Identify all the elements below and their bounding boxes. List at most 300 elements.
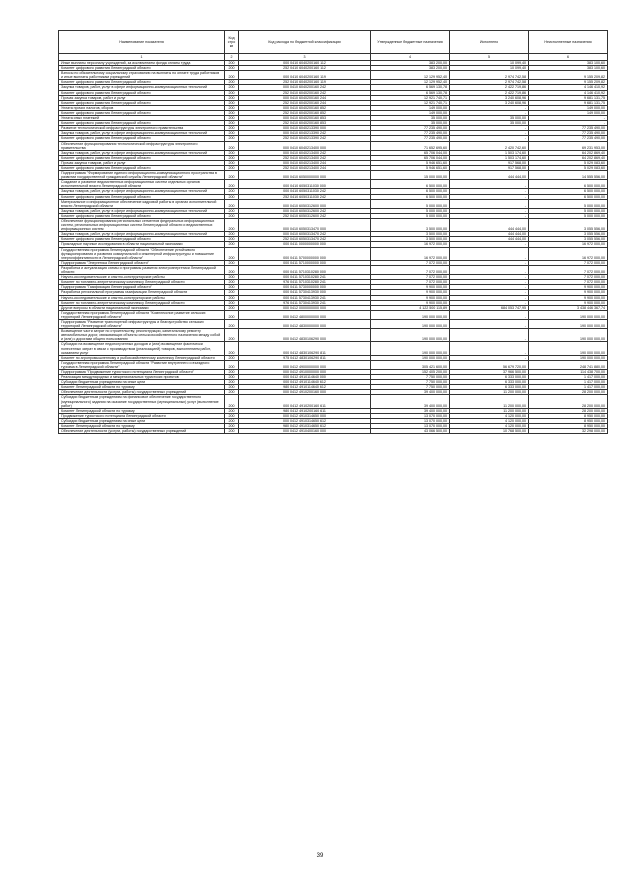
- row-executed: -: [450, 208, 529, 213]
- row-indicator-name: Комитет цифрового развития Ленинградской области: [59, 110, 225, 115]
- row-classification-code: 252 0410 6050313470 242: [239, 237, 371, 242]
- row-executed: 11 200 000,00: [450, 390, 529, 395]
- row-classification-code: 000 0412 4910400160 000: [239, 429, 371, 434]
- row-executed: -: [450, 265, 529, 274]
- row-executed: 2 422 719,86: [450, 85, 529, 90]
- row-indicator-name: Комитет цифрового развития Ленинградской области: [59, 136, 225, 141]
- row-approved: 6 500 000,00: [371, 194, 450, 199]
- row-executed: -: [450, 310, 529, 319]
- row-executed: 2 420 742,60: [450, 141, 529, 150]
- row-indicator-name: Уплата иных платежей: [59, 116, 225, 121]
- row-line-code: 200: [225, 319, 239, 328]
- table-row: [59, 247, 608, 260]
- row-classification-code: 000 0410 6040200160 852: [239, 105, 371, 110]
- row-line-code: 200: [225, 194, 239, 199]
- row-approved: 5 946 651,60: [371, 165, 450, 170]
- row-unexecuted: 383 100,60: [529, 66, 608, 71]
- row-unexecuted: 77 235 490,00: [529, 131, 608, 136]
- row-unexecuted: 8 950 000,00: [529, 413, 608, 418]
- table-row: [59, 171, 608, 180]
- row-classification-code: 000 0412 4900000000 000: [239, 360, 371, 369]
- row-approved: 13 070 000,00: [371, 424, 450, 429]
- row-approved: 6 569 130,78: [371, 90, 450, 95]
- row-unexecuted: 5 000 000,00: [529, 213, 608, 218]
- row-executed: 6 333 000,00: [450, 375, 529, 380]
- header-executed: Исполнено: [450, 31, 529, 54]
- row-line-code: 200: [225, 290, 239, 295]
- budget-report-sheet: [58, 30, 607, 434]
- row-line-code: 200: [225, 126, 239, 131]
- row-line-code: 200: [225, 310, 239, 319]
- row-approved: 9 900 000,00: [371, 285, 450, 290]
- row-line-code: 200: [225, 61, 239, 66]
- row-indicator-name: Комитет по топливно-энергетическому комплексу Ленинградской области: [59, 280, 225, 285]
- row-executed: -: [450, 295, 529, 300]
- row-executed: -: [450, 131, 529, 136]
- column-number: 6: [529, 54, 608, 61]
- row-classification-code: 252 0410 6040200160 853: [239, 121, 371, 126]
- table-row: [59, 199, 608, 208]
- row-executed: 444 444,00: [450, 237, 529, 242]
- row-indicator-name: Научно-исследовательские и опытно-конструкторские работы: [59, 275, 225, 280]
- row-line-code: 200: [225, 242, 239, 247]
- row-unexecuted: -: [529, 121, 608, 126]
- row-line-code: 200: [225, 219, 239, 232]
- row-indicator-name: Обеспечение функционирования технологической инфраструктуры электронного правительства: [59, 141, 225, 150]
- row-line-code: 200: [225, 247, 239, 260]
- row-classification-code: 000 0412 4910314650 612: [239, 418, 371, 423]
- row-classification-code: 000 0411 5710310280 241: [239, 275, 371, 280]
- row-indicator-name: Закупка товаров, работ, услуг в сфере информационно-коммуникационных технологий: [59, 208, 225, 213]
- row-classification-code: 000 0410 6050312600 242: [239, 208, 371, 213]
- row-line-code: 200: [225, 189, 239, 194]
- row-unexecuted: 69 231 953,00: [529, 141, 608, 150]
- row-unexecuted: 1 417 000,00: [529, 385, 608, 390]
- row-unexecuted: 9 155 209,82: [529, 71, 608, 80]
- row-classification-code: 000 0410 6040200160 112: [239, 61, 371, 66]
- row-indicator-name: Комитет цифрового развития Ленинградской области: [59, 100, 225, 105]
- row-indicator-name: Субсидии бюджетным учреждениям на финансовое обеспечение государственного (муниципального) задания на оказание государственных (муниципальных) услуг (выполнение работ): [59, 395, 225, 408]
- row-classification-code: 980 0412 4910114640 612: [239, 385, 371, 390]
- row-indicator-name: Реализация международных и межрегиональных туристских проектов: [59, 375, 225, 380]
- row-executed: -: [450, 300, 529, 305]
- row-indicator-name: Государственная программа Ленинградской области "Обеспечение устойчивого функционирования и развития коммунальной и инженерной инфраструктуры и повышение энергоэффективности в Ленинградской области": [59, 247, 225, 260]
- row-unexecuted: 190 000 000,00: [529, 310, 608, 319]
- row-classification-code: 000 0412 4830106290 811: [239, 342, 371, 355]
- row-executed: -: [450, 242, 529, 247]
- row-executed: -: [450, 247, 529, 260]
- row-unexecuted: 28 200 000,00: [529, 408, 608, 413]
- row-classification-code: 000 0411 0000000000 000: [239, 242, 371, 247]
- row-line-code: 200: [225, 160, 239, 165]
- row-unexecuted: 9 681 131,75: [529, 95, 608, 100]
- row-line-code: 200: [225, 213, 239, 218]
- row-executed: -: [450, 189, 529, 194]
- row-unexecuted: -: [529, 116, 608, 121]
- row-approved: 7 750 000,00: [371, 375, 450, 380]
- row-indicator-name: Закупка товаров, работ, услуг в сфере информационно-коммуникационных технологий: [59, 150, 225, 155]
- row-line-code: 200: [225, 150, 239, 155]
- row-line-code: 200: [225, 265, 239, 274]
- row-line-code: 200: [225, 280, 239, 285]
- row-line-code: 200: [225, 171, 239, 180]
- row-classification-code: 252 0410 6050312600 242: [239, 213, 371, 218]
- row-line-code: 200: [225, 370, 239, 375]
- row-unexecuted: 4 146 410,92: [529, 85, 608, 90]
- row-line-code: 200: [225, 395, 239, 408]
- row-approved: 190 000 000,00: [371, 329, 450, 342]
- row-indicator-name: Обеспечение функционирования региональных сегментов федеральных информационных систем, региональных информационных систем Ленинградской области и ведомственных информационных систем: [59, 219, 225, 232]
- header-approved: Утвержденные бюджетные назначения: [371, 31, 450, 54]
- row-line-code: 200: [225, 208, 239, 213]
- row-unexecuted: 6 500 000,00: [529, 194, 608, 199]
- row-approved: 16 972 000,00: [371, 242, 450, 247]
- row-line-code: 200: [225, 110, 239, 115]
- row-approved: 149 000,00: [371, 105, 450, 110]
- row-classification-code: 000 0412 4910000000 000: [239, 370, 371, 375]
- row-indicator-name: Комитет цифрового развития Ленинградской области: [59, 121, 225, 126]
- row-unexecuted: 7 072 000,00: [529, 275, 608, 280]
- row-indicator-name: Подпрограмма "Формирование единого информационно-коммуникационного пространства в развитии государственной гражданской службы Ленинградской области": [59, 171, 225, 180]
- row-classification-code: 000 0410 6040213390 000: [239, 126, 371, 131]
- table-row: [59, 180, 608, 189]
- row-approved: 305 421 600,00: [371, 360, 450, 369]
- row-line-code: 200: [225, 342, 239, 355]
- row-approved: 383 200,00: [371, 61, 450, 66]
- row-line-code: 200: [225, 418, 239, 423]
- row-approved: 65 706 044,00: [371, 155, 450, 160]
- row-indicator-name: Разработка и актуализация схемы и программы развития электроэнергетики Ленинградской области: [59, 265, 225, 274]
- row-unexecuted: 5 000 000,00: [529, 199, 608, 208]
- column-number: 5: [450, 54, 529, 61]
- row-executed: -: [450, 105, 529, 110]
- row-approved: 77 235 490,00: [371, 136, 450, 141]
- row-indicator-name: Комитет по агропромышленному и рыбохозяйственному комплексу Ленинградской области: [59, 355, 225, 360]
- row-line-code: 200: [225, 66, 239, 71]
- row-indicator-name: Закупка товаров, работ, услуг в сфере информационно-коммуникационных технологий: [59, 131, 225, 136]
- row-unexecuted: 190 000 000,00: [529, 355, 608, 360]
- row-indicator-name: Закупка товаров, работ, услуг в сфере информационно-коммуникационных технологий: [59, 232, 225, 237]
- row-unexecuted: 9 900 000,00: [529, 285, 608, 290]
- row-executed: -: [450, 275, 529, 280]
- row-unexecuted: 16 972 000,00: [529, 242, 608, 247]
- row-unexecuted: 9 900 000,00: [529, 295, 608, 300]
- row-indicator-name: Другие вопросы в области национальной экономики: [59, 305, 225, 310]
- row-classification-code: 980 0412 4910200160 611: [239, 408, 371, 413]
- table-row: [59, 342, 608, 355]
- row-unexecuted: 1 417 000,00: [529, 380, 608, 385]
- row-classification-code: 252 0410 6040200160 242: [239, 90, 371, 95]
- row-executed: 917 568,00: [450, 160, 529, 165]
- row-indicator-name: Обеспечение деятельности (услуги, работы) государственных учреждений: [59, 429, 225, 434]
- row-line-code: 200: [225, 360, 239, 369]
- row-approved: 5 000 000,00: [371, 208, 450, 213]
- row-approved: 6 500 000,00: [371, 189, 450, 194]
- row-indicator-name: Подпрограмма "Энергетика Ленинградской области": [59, 260, 225, 265]
- row-executed: -: [450, 110, 529, 115]
- row-unexecuted: 28 200 000,00: [529, 390, 608, 395]
- row-executed: -: [450, 136, 529, 141]
- row-executed: 4 120 000,00: [450, 424, 529, 429]
- row-executed: 10 099,40: [450, 66, 529, 71]
- column-number: 4: [371, 54, 450, 61]
- row-classification-code: 000 0410 6040200160 119: [239, 71, 371, 80]
- row-line-code: 200: [225, 116, 239, 121]
- row-unexecuted: 149 000,00: [529, 110, 608, 115]
- row-approved: 190 000 000,00: [371, 342, 450, 355]
- column-number: 1: [59, 54, 225, 61]
- row-line-code: 200: [225, 355, 239, 360]
- row-executed: 6 333 000,00: [450, 380, 529, 385]
- row-unexecuted: 190 000 000,00: [529, 319, 608, 328]
- row-line-code: 200: [225, 71, 239, 80]
- row-classification-code: 000 0410 6040213400 000: [239, 141, 371, 150]
- row-executed: -: [450, 329, 529, 342]
- row-classification-code: 975 0412 4830106290 811: [239, 355, 371, 360]
- row-line-code: 200: [225, 380, 239, 385]
- row-indicator-name: Уплата прочих налогов, сборов: [59, 105, 225, 110]
- row-unexecuted: 3 055 556,00: [529, 237, 608, 242]
- row-approved: 65 706 044,00: [371, 150, 450, 155]
- row-indicator-name: Комитет по топливно-энергетическому комплексу Ленинградской области: [59, 300, 225, 305]
- table-row: [59, 265, 608, 274]
- row-unexecuted: 3 055 556,00: [529, 219, 608, 232]
- table-row: [59, 319, 608, 328]
- row-approved: 3 500 000,00: [371, 232, 450, 237]
- row-line-code: 200: [225, 100, 239, 105]
- row-indicator-name: Комитет цифрового развития Ленинградской области: [59, 80, 225, 85]
- table-row: [59, 360, 608, 369]
- column-number: 3: [239, 54, 371, 61]
- budget-execution-table: [58, 30, 608, 434]
- row-indicator-name: Комитет Ленинградской области по туризму: [59, 408, 225, 413]
- row-classification-code: 000 0410 6050312600 000: [239, 199, 371, 208]
- row-unexecuted: 114 438 700,00: [529, 370, 608, 375]
- row-approved: 7 750 000,00: [371, 385, 450, 390]
- row-approved: 190 000 000,00: [371, 310, 450, 319]
- row-line-code: 200: [225, 165, 239, 170]
- row-approved: 7 072 000,00: [371, 275, 450, 280]
- row-unexecuted: 32 298 000,00: [529, 429, 608, 434]
- row-executed: -: [450, 260, 529, 265]
- page-number: 39: [316, 853, 324, 859]
- table-row: [59, 429, 608, 434]
- row-classification-code: 252 0410 6050311030 242: [239, 194, 371, 199]
- row-indicator-name: Возмещение части затрат по строительству, реконструкции, капитальному ремонту автомобильных дорог, связывающих объекты сельскохозяйственного назначения между собой и (или) с дорогами общего пользования: [59, 329, 225, 342]
- row-classification-code: 000 0410 6050311030 000: [239, 180, 371, 189]
- row-indicator-name: Материальное и информационное обеспечение кадровой работы в органах исполнительной власти Ленинградской области: [59, 199, 225, 208]
- row-approved: 71 652 695,60: [371, 141, 450, 150]
- row-approved: 5 946 651,60: [371, 160, 450, 165]
- row-line-code: 200: [225, 275, 239, 280]
- row-classification-code: 000 0411 5730413930 000: [239, 290, 371, 295]
- row-classification-code: 000 0411 5710000000 000: [239, 260, 371, 265]
- row-executed: -: [450, 290, 529, 295]
- row-executed: 2 422 719,86: [450, 90, 529, 95]
- table-row: [59, 219, 608, 232]
- row-executed: -: [450, 280, 529, 285]
- row-indicator-name: Комитет цифрового развития Ленинградской области: [59, 213, 225, 218]
- row-executed: 444 444,00: [450, 219, 529, 232]
- row-indicator-name: Иные выплаты персоналу учреждений, за исключением фонда оплаты труда: [59, 61, 225, 66]
- row-executed: -: [450, 194, 529, 199]
- row-classification-code: 252 0410 6040200160 119: [239, 80, 371, 85]
- row-classification-code: 980 0412 4910314650 612: [239, 424, 371, 429]
- row-classification-code: 000 0411 5710310280 000: [239, 265, 371, 274]
- row-indicator-name: Развитие технологической инфраструктуры электронного правительства: [59, 126, 225, 131]
- row-line-code: 200: [225, 141, 239, 150]
- row-classification-code: 000 0412 4910114640 000: [239, 375, 371, 380]
- row-line-code: 200: [225, 390, 239, 395]
- row-classification-code: 000 0410 6040213390 242: [239, 131, 371, 136]
- row-unexecuted: 77 235 490,00: [529, 136, 608, 141]
- row-approved: 9 900 000,00: [371, 290, 450, 295]
- row-executed: 1 503 174,60: [450, 150, 529, 155]
- row-line-code: 200: [225, 105, 239, 110]
- row-unexecuted: 9 681 131,75: [529, 100, 608, 105]
- row-unexecuted: 9 900 000,00: [529, 290, 608, 295]
- row-approved: 152 405 200,00: [371, 370, 450, 375]
- row-indicator-name: Комитет цифрового развития Ленинградской области: [59, 194, 225, 199]
- row-unexecuted: 9 900 000,00: [529, 300, 608, 305]
- row-approved: 383 200,00: [371, 66, 450, 71]
- row-line-code: 200: [225, 136, 239, 141]
- table-row: [59, 71, 608, 80]
- row-indicator-name: Подпрограмма "Газификация Ленинградской области": [59, 285, 225, 290]
- row-classification-code: 000 0412 4830000000 000: [239, 319, 371, 328]
- row-classification-code: 000 0412 4910200160 611: [239, 395, 371, 408]
- row-unexecuted: 190 000 000,00: [529, 342, 608, 355]
- row-indicator-name: Прикладные научные исследования в области национальной экономики: [59, 242, 225, 247]
- table-row: [59, 141, 608, 150]
- row-line-code: 200: [225, 260, 239, 265]
- row-indicator-name: Комитет цифрового развития Ленинградской области: [59, 237, 225, 242]
- row-line-code: 200: [225, 95, 239, 100]
- table-row: [59, 329, 608, 342]
- row-indicator-name: Обеспечение деятельности (услуги, работы) государственных учреждений: [59, 390, 225, 395]
- row-approved: 77 235 490,00: [371, 131, 450, 136]
- row-line-code: 200: [225, 300, 239, 305]
- row-indicator-name: Прочая закупка товаров, работ и услуг: [59, 95, 225, 100]
- row-line-code: 200: [225, 237, 239, 242]
- row-approved: 5 000 000,00: [371, 199, 450, 208]
- row-approved: 12 129 952,40: [371, 80, 450, 85]
- row-approved: 39 400 000,00: [371, 395, 450, 408]
- row-indicator-name: Подпрограмма "Развитие транспортной инфраструктуры и благоустройство сельских территорий Ленинградской области": [59, 319, 225, 328]
- row-classification-code: 252 0410 6040213400 242: [239, 155, 371, 160]
- row-indicator-name: Субсидии на возмещение недополученных доходов и (или) возмещение фактически понесенных затрат в связи с производством (реализацией) товаров, выполнением работ, оказанием услуг: [59, 342, 225, 355]
- row-indicator-name: Комитет Ленинградской области по туризму: [59, 385, 225, 390]
- row-classification-code: 000 0410 6050313470 000: [239, 219, 371, 232]
- row-line-code: 200: [225, 90, 239, 95]
- row-executed: 35 000,00: [450, 116, 529, 121]
- row-unexecuted: 5 029 083,60: [529, 165, 608, 170]
- row-unexecuted: 6 500 000,00: [529, 189, 608, 194]
- row-unexecuted: 7 072 000,00: [529, 265, 608, 274]
- row-line-code: 200: [225, 155, 239, 160]
- row-unexecuted: 190 000 000,00: [529, 329, 608, 342]
- row-approved: 13 070 000,00: [371, 413, 450, 418]
- table-row: [59, 395, 608, 408]
- row-line-code: 200: [225, 305, 239, 310]
- row-unexecuted: 4 146 410,92: [529, 90, 608, 95]
- table-header-row: [59, 31, 608, 54]
- row-approved: 13 070 000,00: [371, 418, 450, 423]
- row-approved: 15 000 000,00: [371, 171, 450, 180]
- row-classification-code: 000 0411 5700000000 000: [239, 247, 371, 260]
- row-unexecuted: 77 235 490,00: [529, 126, 608, 131]
- row-approved: 190 000 000,00: [371, 319, 450, 328]
- row-unexecuted: 7 072 000,00: [529, 280, 608, 285]
- row-approved: 9 900 000,00: [371, 300, 450, 305]
- row-executed: 4 120 000,00: [450, 418, 529, 423]
- row-line-code: 200: [225, 180, 239, 189]
- row-executed: -: [450, 342, 529, 355]
- row-line-code: 200: [225, 295, 239, 300]
- row-classification-code: 000 0412 4910200160 000: [239, 390, 371, 395]
- row-approved: 9 900 000,00: [371, 295, 450, 300]
- row-line-code: 200: [225, 232, 239, 237]
- row-indicator-name: Создание и развитие ведомственных информационных систем отдельных органов исполнительной власти Ленинградской области: [59, 180, 225, 189]
- row-unexecuted: 5 000 000,00: [529, 208, 608, 213]
- row-executed: 3 240 608,96: [450, 100, 529, 105]
- row-approved: 7 072 000,00: [371, 260, 450, 265]
- header-classification-code: Код расхода по бюджетной классификации: [239, 31, 371, 54]
- row-classification-code: 252 0410 6040200160 852: [239, 110, 371, 115]
- row-unexecuted: 14 555 556,00: [529, 171, 608, 180]
- row-approved: 12 921 740,71: [371, 95, 450, 100]
- row-classification-code: 000 0410 6040213400 242: [239, 150, 371, 155]
- row-approved: 77 235 490,00: [371, 126, 450, 131]
- row-classification-code: 000 0412 4910114640 612: [239, 380, 371, 385]
- row-unexecuted: 7 072 000,00: [529, 260, 608, 265]
- row-indicator-name: Комитет цифрового развития Ленинградской области: [59, 90, 225, 95]
- row-indicator-name: Закупка товаров, работ, услуг в сфере информационно-коммуникационных технологий: [59, 85, 225, 90]
- row-executed: 917 568,00: [450, 165, 529, 170]
- row-classification-code: 000 0411 5730413930 241: [239, 295, 371, 300]
- row-approved: 3 500 000,00: [371, 219, 450, 232]
- row-executed: 2 974 742,58: [450, 71, 529, 80]
- row-approved: 190 000 000,00: [371, 355, 450, 360]
- row-line-code: 200: [225, 413, 239, 418]
- row-classification-code: 000 0412 0000000000 000: [239, 305, 371, 310]
- row-indicator-name: Взносы по обязательному социальному страхованию на выплаты по оплате труда работников и иные выплаты работникам учреждений: [59, 71, 225, 80]
- row-approved: 5 000 000,00: [371, 213, 450, 218]
- row-executed: 2 974 742,58: [450, 80, 529, 85]
- header-line-code: Код стро ки: [225, 31, 239, 54]
- row-executed: 35 000,00: [450, 121, 529, 126]
- row-indicator-name: Продвижение туристского потенциала Ленинградской области: [59, 413, 225, 418]
- row-unexecuted: 3 055 556,00: [529, 232, 608, 237]
- row-classification-code: 252 0410 6040200160 112: [239, 66, 371, 71]
- row-classification-code: 252 0410 6040213400 244: [239, 165, 371, 170]
- row-unexecuted: 28 200 000,00: [529, 395, 608, 408]
- row-classification-code: 252 0410 6040200160 244: [239, 100, 371, 105]
- row-indicator-name: Научно-исследовательские и опытно-конструкторские работы: [59, 295, 225, 300]
- row-classification-code: 000 0412 4830106290 000: [239, 329, 371, 342]
- row-approved: 149 000,00: [371, 110, 450, 115]
- row-indicator-name: Разработка региональной программы газификации Ленинградской области: [59, 290, 225, 295]
- header-indicator-name: Наименование показателя: [59, 31, 225, 54]
- row-approved: 7 072 000,00: [371, 280, 450, 285]
- row-approved: 35 000,00: [371, 116, 450, 121]
- row-indicator-name: Подпрограмма "Продвижение туристского потенциала Ленинградской области": [59, 370, 225, 375]
- row-unexecuted: 64 202 869,40: [529, 150, 608, 155]
- row-classification-code: 000 0410 6050000000 000: [239, 171, 371, 180]
- row-executed: -: [450, 199, 529, 208]
- row-indicator-name: Государственная программа Ленинградской области "Развитие внутреннего и въездного туризма в Ленинградской области": [59, 360, 225, 369]
- row-line-code: 200: [225, 424, 239, 429]
